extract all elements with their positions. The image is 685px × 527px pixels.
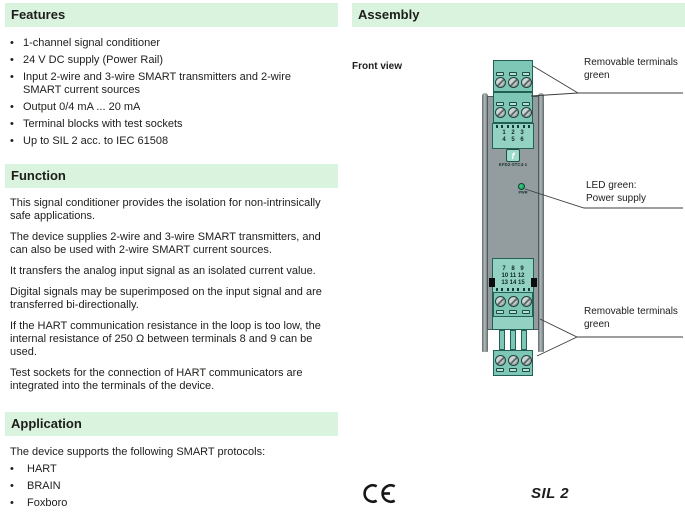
list-item <box>10 54 330 67</box>
test-socket <box>522 368 530 372</box>
test-socket <box>509 368 517 372</box>
screw-icon <box>508 107 519 118</box>
feature-text: Terminal blocks with test sockets <box>23 118 183 130</box>
callout-line: Removable terminals <box>584 306 678 317</box>
bullet-icon: • <box>10 480 14 492</box>
test-socket <box>496 368 504 372</box>
power-led-label: PWR <box>518 191 528 195</box>
test-socket <box>509 102 517 106</box>
feature-text: Up to SIL 2 acc. to IEC 61508 <box>23 135 169 147</box>
test-socket <box>509 310 517 314</box>
bullet-icon: • <box>10 54 14 66</box>
paragraph: This signal conditioner provides the isolation for non-intrinsically safe applications. <box>10 197 321 222</box>
terminal-screw-row <box>495 296 532 307</box>
list-item <box>10 37 330 50</box>
screw-icon <box>521 355 532 366</box>
pepperl-fuchs-logo-icon: f <box>506 149 520 162</box>
test-socket-row <box>496 72 530 76</box>
bullet-icon: • <box>10 71 14 83</box>
bullet-icon: • <box>10 37 14 49</box>
test-socket <box>522 72 530 76</box>
screw-icon <box>495 296 506 307</box>
test-socket <box>509 72 517 76</box>
list-item <box>10 71 330 97</box>
list-item <box>10 101 330 114</box>
protocol-text: Foxboro <box>27 497 68 509</box>
connector-pin <box>521 330 527 350</box>
terminal-screw-row <box>495 107 532 118</box>
screw-icon <box>521 107 532 118</box>
screw-icon <box>495 107 506 118</box>
sil-rating-label: SIL 2 <box>531 485 570 502</box>
terminal-numbers: 10 11 12 <box>501 273 525 279</box>
bullet-icon: • <box>10 463 14 475</box>
test-socket <box>496 72 504 76</box>
protocol-text: HART <box>27 463 57 475</box>
mounting-clip-left <box>489 278 495 287</box>
feature-text: 24 V DC supply (Power Rail) <box>23 54 163 66</box>
callout-led <box>586 180 646 205</box>
screw-icon <box>521 296 532 307</box>
contact-ticks <box>496 288 530 291</box>
list-item <box>10 497 332 510</box>
callout-top-terminals <box>584 57 678 82</box>
terminal-block-top-2 <box>493 92 533 123</box>
terminal-connector-pins <box>493 330 533 350</box>
protocol-list <box>10 463 332 510</box>
test-socket <box>496 102 504 106</box>
terminal-number-panel-top <box>492 123 534 149</box>
feature-text: Output 0/4 mA ... 20 mA <box>23 101 141 113</box>
list-item <box>10 480 332 493</box>
callout-line: green <box>584 318 610 330</box>
screw-icon <box>495 77 506 88</box>
ce-mark-icon <box>363 483 397 504</box>
terminal-screw-row <box>495 77 532 88</box>
feature-text: Input 2-wire and 3-wire SMART transmitters and 2-wire SMART current sources <box>23 71 291 96</box>
screw-icon <box>495 355 506 366</box>
bullet-icon: • <box>10 101 14 113</box>
function-text <box>10 197 332 401</box>
paragraph: Test sockets for the connection of HART communicators are integrated into the terminals of the device. <box>10 367 303 392</box>
callout-line: LED green: <box>586 180 637 191</box>
terminal-numbers: 7 8 9 <box>502 266 524 272</box>
test-socket-row <box>496 102 530 106</box>
contact-ticks <box>496 125 530 128</box>
protocol-text: BRAIN <box>27 480 61 492</box>
terminal-number-panel-bottom <box>492 258 534 330</box>
application-text <box>10 446 332 514</box>
list-item <box>10 118 330 131</box>
test-socket-row <box>496 310 530 314</box>
callout-bottom-terminals <box>584 306 678 331</box>
test-socket-row <box>496 368 530 372</box>
terminal-numbers: 1 2 3 <box>502 130 524 136</box>
screw-icon <box>508 77 519 88</box>
application-intro: The device supports the following SMART protocols: <box>10 446 266 458</box>
paragraph: It transfers the analog input signal as an isolated current value. <box>10 265 316 277</box>
device-front-view <box>481 60 545 376</box>
screw-icon <box>521 77 532 88</box>
assembly-title: Assembly <box>358 7 420 22</box>
terminal-block-top-1 <box>493 60 533 92</box>
function-section-header <box>5 164 338 188</box>
front-view-label: Front view <box>352 61 403 72</box>
paragraph: The device supplies 2-wire and 3-wire SMART transmitters, and can also be used with 2-wire SMART current sources. <box>10 231 321 256</box>
callout-line: Power supply <box>586 192 647 204</box>
mounting-clip-right <box>531 278 537 287</box>
terminal-numbers: 4 5 6 <box>502 137 524 143</box>
features-title: Features <box>11 7 66 22</box>
screw-icon <box>508 355 519 366</box>
feature-text: 1-channel signal conditioner <box>23 37 160 49</box>
bullet-icon: • <box>10 118 14 130</box>
list-item <box>10 463 332 476</box>
bullet-icon: • <box>10 497 14 509</box>
features-section-header <box>5 3 338 27</box>
connector-pin <box>510 330 516 350</box>
bullet-icon: • <box>10 135 14 147</box>
list-item <box>10 135 330 148</box>
paragraph: Digital signals may be superimposed on the input signal and are transferred bi-directionally. <box>10 286 322 311</box>
application-title: Application <box>11 416 82 431</box>
terminal-block-middle <box>493 292 533 317</box>
paragraph: If the HART communication resistance in the loop is too low, the internal resistance of 250 Ω between terminals 8 and 9 can be used. <box>10 320 321 358</box>
features-list <box>10 37 330 152</box>
function-title: Function <box>11 168 66 183</box>
callout-line: Removable terminals <box>584 57 678 68</box>
terminal-block-bottom <box>493 350 533 376</box>
screw-icon <box>508 296 519 307</box>
callout-line: green <box>584 69 610 81</box>
terminal-numbers: 13 14 15 <box>501 280 525 286</box>
test-socket <box>522 102 530 106</box>
test-socket <box>496 310 504 314</box>
connector-pin <box>499 330 505 350</box>
terminal-screw-row <box>495 355 532 366</box>
device-model-label: KFD2-STC4-1 <box>498 163 528 168</box>
application-section-header <box>5 412 338 436</box>
assembly-section-header <box>352 3 685 27</box>
power-led-icon <box>518 183 525 190</box>
test-socket <box>522 310 530 314</box>
